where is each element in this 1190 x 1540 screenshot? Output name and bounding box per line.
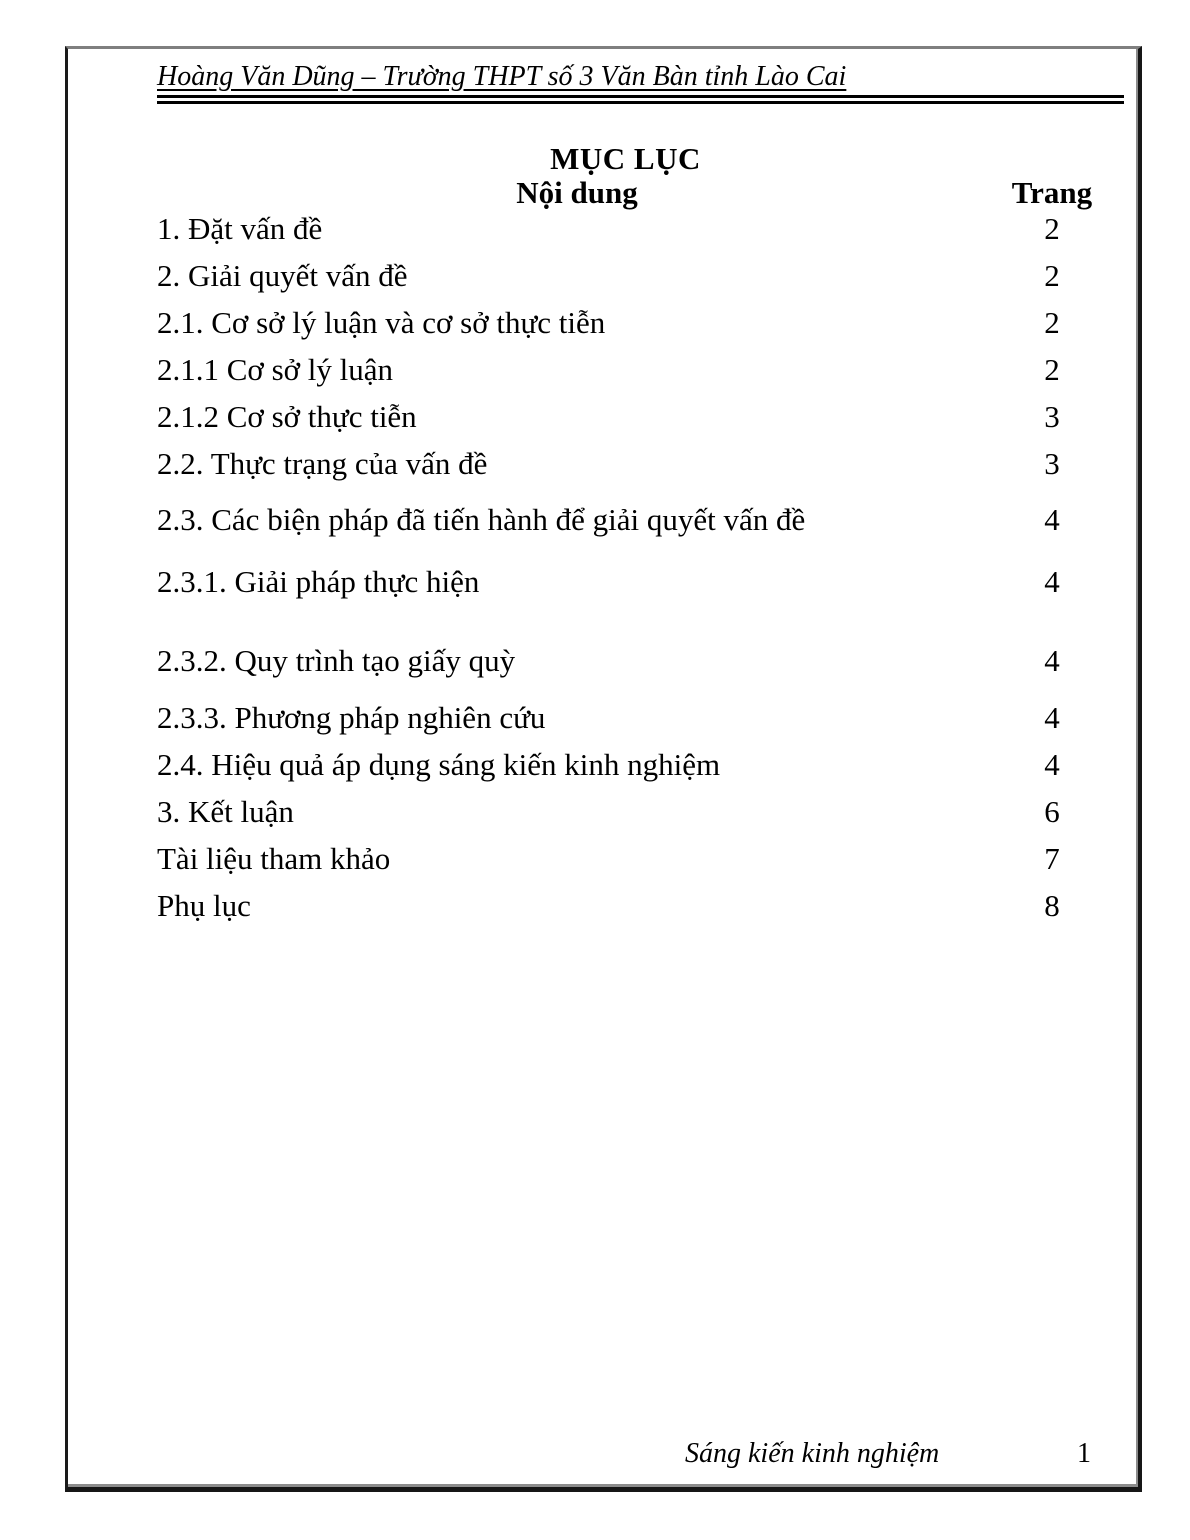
toc-title: MỤC LỤC [550,141,701,176]
toc-entry-label: 2.1.1 Cơ sở lý luận [157,352,394,387]
toc-row [157,790,1124,834]
toc-entry-page: 2 [1044,258,1060,293]
toc-row [157,498,1124,542]
toc-entry-page: 2 [1044,305,1060,340]
toc-row [157,348,1124,392]
toc-entry-label: Tài liệu tham khảo [157,841,391,876]
toc-row [157,884,1124,928]
toc-entry-page: 8 [1044,888,1060,923]
toc-entry-label: 2.3.1. Giải pháp thực hiện [157,564,480,599]
toc-entry-label: 2.3. Các biện pháp đã tiến hành để giải quyết vấn đề [157,502,806,537]
toc-entry-label: 2.2. Thực trạng của vấn đề [157,446,488,481]
footer-page-number: 1 [1077,1438,1091,1469]
toc-row [157,395,1124,439]
toc-column-header-page: Trang [1011,175,1093,210]
toc-row [157,837,1124,881]
toc-entry-label: 2.1. Cơ sở lý luận và cơ sở thực tiễn [157,305,606,340]
footer-document-type-text: Sáng kiến kinh nghiệm [685,1438,940,1469]
toc-entry-label: 1. Đặt vấn đề [157,211,323,246]
toc-entry-label: 2.4. Hiệu quả áp dụng sáng kiến kinh nghiệm [157,747,721,782]
toc-entry-page: 4 [1044,700,1060,735]
toc-entry-page: 2 [1044,211,1060,246]
document-page [65,46,1142,1492]
toc-row [157,696,1124,740]
toc-entry-page: 4 [1044,564,1060,599]
toc-entry-page: 4 [1044,643,1060,678]
toc-column-headers [157,175,1124,211]
toc-row [157,254,1124,298]
toc-entry-label: Phụ lục [157,888,251,923]
toc-row [157,442,1124,486]
toc-entry-page: 2 [1044,352,1060,387]
page-footer [157,1437,1124,1473]
toc-entry-label: 2.1.2 Cơ sở thực tiễn [157,399,417,434]
toc-entry-page: 3 [1044,446,1060,481]
toc-entry-page: 7 [1044,841,1060,876]
toc-row [157,560,1124,604]
toc-entry-label: 3. Kết luận [157,794,294,829]
toc-row [157,301,1124,345]
page-header [157,61,1124,104]
toc-list [157,207,1124,931]
toc-entry-label: 2.3.3. Phương pháp nghiên cứu [157,700,546,735]
toc-entry-page: 4 [1044,747,1060,782]
toc-entry-page: 3 [1044,399,1060,434]
toc-entry-label: 2.3.2. Quy trình tạo giấy quỳ [157,643,516,678]
toc-row [157,207,1124,251]
toc-entry-label: 2. Giải quyết vấn đề [157,258,408,293]
header-author-school-text: Hoàng Văn Dũng – Trường THPT số 3 Văn Bàn tỉnh Lào Cai [157,61,847,92]
toc-row [157,743,1124,787]
toc-entry-page: 6 [1044,794,1060,829]
toc-column-header-content: Nội dung [516,175,638,210]
toc-row [157,639,1124,683]
toc-entry-page: 4 [1044,502,1060,537]
